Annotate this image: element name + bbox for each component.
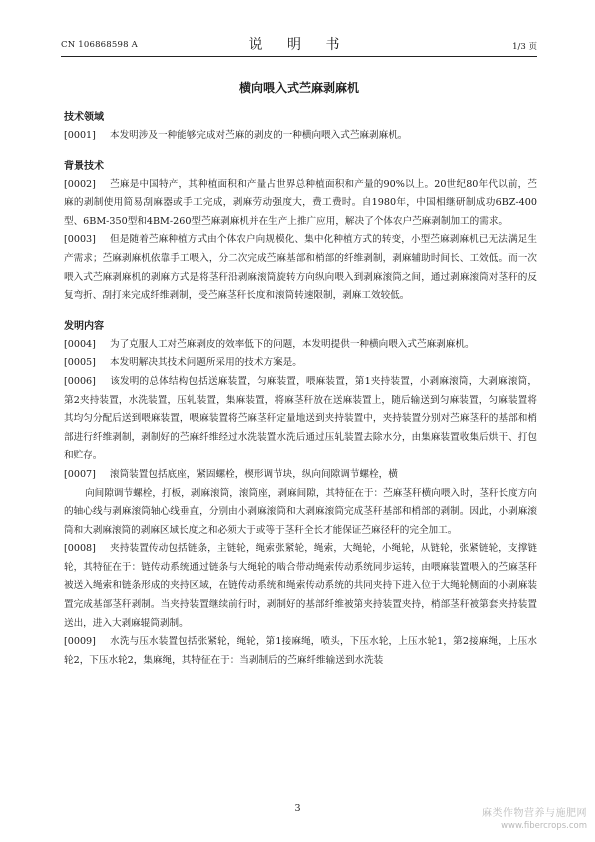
paragraph-text: 为了克服人工对苎麻剥皮的效率低下的问题，本发明提供一种横向喂入式苎麻剥麻机。 — [110, 338, 475, 350]
paragraph-number: [0007] — [64, 468, 96, 480]
site-watermark — [482, 808, 587, 832]
paragraph-number: [0008] — [64, 543, 96, 555]
paragraph-number: [0009] — [64, 636, 96, 648]
paragraph-0001 — [64, 127, 537, 146]
paragraph-text: 水洗与压水装置包括张紧轮，绳轮，第1接麻绳，喷头，下压水轮，上压水轮1，第2接麻绳，上压水轮2，下压水轮2，集麻绳，其特征在于：当剥制后的苎麻纤维输送到水洗装 — [64, 636, 537, 666]
paragraph-text: 但是随着苎麻种植方式由个体农户向规模化、集中化种植方式的转变，小型苎麻剥麻机已无法满足生产需求；苎麻剥麻机依靠手工喂入，分二次完成苎麻基部和梢部的纤维剥制，剥麻辅助时间长、工效低。而一次喂入式苎麻剥麻机的剥麻方式是将茎秆沿剥麻滚筒旋转方向纵向喂入到剥麻滚筒之间，通过剥麻滚筒对茎秆的反复弯折、刮打来完成纤维剥制，受苎麻茎秆长度和滚筒转速限制，剥麻工效较低。 — [64, 234, 537, 302]
paragraph-0005 — [64, 354, 537, 373]
watermark-url: www.fibercrops.com — [501, 821, 587, 831]
paragraph-number: [0004] — [64, 338, 96, 350]
document-type: 说 明 书 — [248, 37, 350, 53]
paragraph-number: [0005] — [64, 357, 96, 369]
paragraph-0007-continuation: 向间隙调节螺栓，打板，剥麻滚筒，滚筒座，剥麻间隙，其特征在于：苎麻茎秆横向喂入时，茎秆长度方向的轴心线与剥麻滚筒轴心线垂直，分别由小剥麻滚筒和大剥麻滚筒完成茎秆基部和梢部的剥制。因此，小剥麻滚筒和大剥麻滚筒的剥麻区域长度之和必须大于或等于茎秆全长才能保证苎麻径秆的完全加工。 — [64, 487, 537, 536]
paragraph-number: [0003] — [64, 234, 96, 246]
paragraph-text: 滚筒装置包括底座，紧固螺栓，楔形调节块，纵向间隙调节螺栓，横 — [110, 468, 398, 480]
paragraph-0006 — [64, 373, 537, 466]
page-count: 1/3 页 — [512, 42, 537, 52]
header-divider — [61, 56, 537, 57]
watermark-site-name: 麻类作物营养与施肥网 — [482, 808, 587, 819]
section-heading-summary: 发明内容 — [64, 320, 104, 332]
page-number: 3 — [294, 803, 301, 814]
publication-number: CN 106868598 A — [61, 40, 138, 50]
section-heading-background: 背景技术 — [64, 160, 104, 172]
paragraph-text: 苎麻是中国特产，其种植面积和产量占世界总种植面积和产量的90%以上。20世纪80年代以前，苎麻的剥制使用简易刮麻器或手工完成，剥麻劳动强度大，费工费时。自1980年，中国相继研制成功6BZ-400型、6BM-350型和4BM-260型苎麻剥麻机并在生产上推广应用，解决了个体农户苎麻剥制加工的需求。 — [64, 178, 537, 227]
paragraph-0007 — [64, 466, 537, 485]
paragraph-number: [0001] — [64, 130, 96, 141]
paragraph-number: [0006] — [64, 375, 96, 387]
paragraph-0008 — [64, 540, 537, 633]
paragraph-number: [0002] — [64, 178, 96, 190]
document-title: 横向喂入式苎麻剥麻机 — [238, 81, 359, 95]
page-header — [61, 34, 537, 54]
paragraph-text: 本发明涉及一种能够完成对苎麻的剥皮的一种横向喂入式苎麻剥麻机。 — [110, 130, 408, 141]
document-body — [64, 109, 537, 670]
paragraph-text: 本发明解决其技术问题所采用的技术方案是。 — [110, 357, 302, 369]
paragraph-text: 夹持装置传动包括链条，主链轮，绳索张紧轮，绳索，大绳轮，小绳轮，从链轮，张紧链轮，支撑链轮，其特征在于：链传动系统通过链条与大绳轮的啮合带动绳索传动系统同步运转，由喂麻装置喂入的苎麻茎秆被送入绳索和链条形成的夹持区域，在链传动系统和绳索传动系统的共同夹持下进入位于大绳轮侧面的小剥麻装置完成基部茎秆剥制。当夹持装置继续前行时，剥制好的基部纤维被第夹持装置夹持，梢部茎秆被第套夹持装置送出，进入大剥麻辊筒剥制。 — [64, 543, 537, 629]
paragraph-0002 — [64, 176, 537, 232]
paragraph-0003 — [64, 231, 537, 305]
paragraph-0009 — [64, 633, 537, 670]
section-heading-technical-field: 技术领域 — [64, 112, 104, 123]
paragraph-0004 — [64, 336, 537, 355]
paragraph-text: 该发明的总体结构包括送麻装置，匀麻装置，喂麻装置，第1夹持装置，小剥麻滚筒，大剥麻滚筒，第2夹持装置，水洗装置，压轧装置，集麻装置，将麻茎秆放在送麻装置上，随后输送到匀麻装置，匀麻装置将其均匀分配后送到喂麻装置，喂麻装置将苎麻茎秆定量地送到夹持装置中，夹持装置分别对苎麻茎秆的基部和梢部进行纤维剥制，剥制好的苎麻纤维经过水洗装置水洗后通过压轧装置去除水分，由集麻装置收集后烘干、打包和贮存。 — [64, 375, 537, 462]
